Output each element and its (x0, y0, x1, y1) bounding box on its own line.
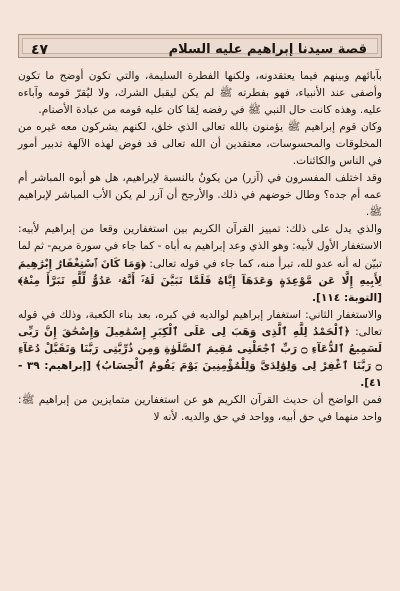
paragraph-text: وكان قوم إبراهيم ﷺ يؤمنون بالله تعالى الذي خلق، لكنهم يشركون معه غيره من المخلوقات والمحسوسات، معتقدين أن الله تعالى قد فوض لهذه الآلهة تدبير أمور في الناس والكائنات. (18, 121, 382, 168)
paragraph-6 (18, 392, 382, 426)
quran-verse: ﴿وَمَا كَانَ ٱسْتِغْفَارُ إِبْرَٰهِيمَ لِأَبِيهِ إِلَّا عَن مَّوْعِدَةٍ وَعَدَهَآ إِيَّاهُ فَلَمَّا تَبَيَّنَ لَهُۥٓ أَنَّهُۥ عَدُوٌّ لِّلَّهِ تَبَرَّأَ مِنْهُ﴾ (18, 257, 382, 287)
paragraph-text: فمن الواضح أن حديث القرآن الكريم هو عن استغفارين متمايزين من إبراهيم ﷺ: واحد منهما في حق أبيه، وواحد في حق والديه. لأنه لا (18, 393, 382, 423)
verse-reference: [إبراهيم: ٣٩ - ٤١]. (18, 359, 382, 389)
page-title: قصة سيدنا إبراهيم عليه السلام (168, 42, 367, 57)
paragraph-text: والاستغفار الثاني: استغفار إبراهيم لوالديه في كبره، بعد بناء الكعبة، وذلك في قوله تعالى: (18, 308, 382, 338)
paragraph-text: بآبائهم وبينهم فيما يعتقدونه، ولكنها الفطرة السليمة، والتي تكون أوضح ما تكون وأصفى عند الأنبياء، فهو بفطرته ﷺ لم يكن ليقبل الشرك، ولا ليُقرّ قومه وآباءه عليه. وهذه كانت حال النبي ﷺ في رفضه لِمَا كان عليه قومه من عبادة الأصنام. (18, 70, 382, 117)
verse-reference: [التوبة: ١١٤]. (311, 291, 382, 304)
paragraph-4 (18, 221, 382, 306)
paragraph-text: وقد اختلف المفسرون في (آزر) من يكونُ بالنسبة لإبراهيم، هل هو أبوه المباشر أم عمه أم جده؟ وطال خوضهم في ذلك. والأرجح أن آزر لم يكن الأب المباشر لإبراهيم ﷺ. (18, 172, 382, 219)
paragraph-3 (18, 170, 382, 221)
paragraph-5 (18, 307, 382, 392)
page-number: ٤٧ (31, 42, 49, 58)
page-header (18, 34, 382, 58)
paragraph-1 (18, 68, 382, 119)
paragraph-text: والذي يدل على ذلك: تمييز القرآن الكريم بين استغفارين وقعا من إبراهيم لأبيه: الاستغفار الأول لأبيه: وهو الذي وعد إبراهيم به أباه - كما جاء في سورة مريم- ثم لما تبيّن له أنه عدو لله، تبرأ منه، كما جاء في قوله تعالى: (18, 223, 382, 270)
header-frame (22, 38, 378, 58)
page-body (18, 68, 382, 426)
quran-verse: ﴿ٱلْحَمْدُ لِلَّهِ ٱلَّذِى وَهَبَ لِى عَلَى ٱلْكِبَرِ إِسْمَٰعِيلَ وَإِسْحَٰقَ إِنَّ رَبِّى لَسَمِيعُ ٱلدُّعَآءِ ۝ رَبِّ ٱجْعَلْنِى مُقِيمَ ٱلصَّلَوٰةِ وَمِن ذُرِّيَّتِى رَبَّنَا وَتَقَبَّلْ دُعَآءِ ۝ رَبَّنَا ٱغْفِرْ لِى وَلِوَٰلِدَىَّ وَلِلْمُؤْمِنِينَ يَوْمَ يَقُومُ ٱلْحِسَابُ﴾ (18, 325, 382, 372)
paragraph-2 (18, 119, 382, 170)
